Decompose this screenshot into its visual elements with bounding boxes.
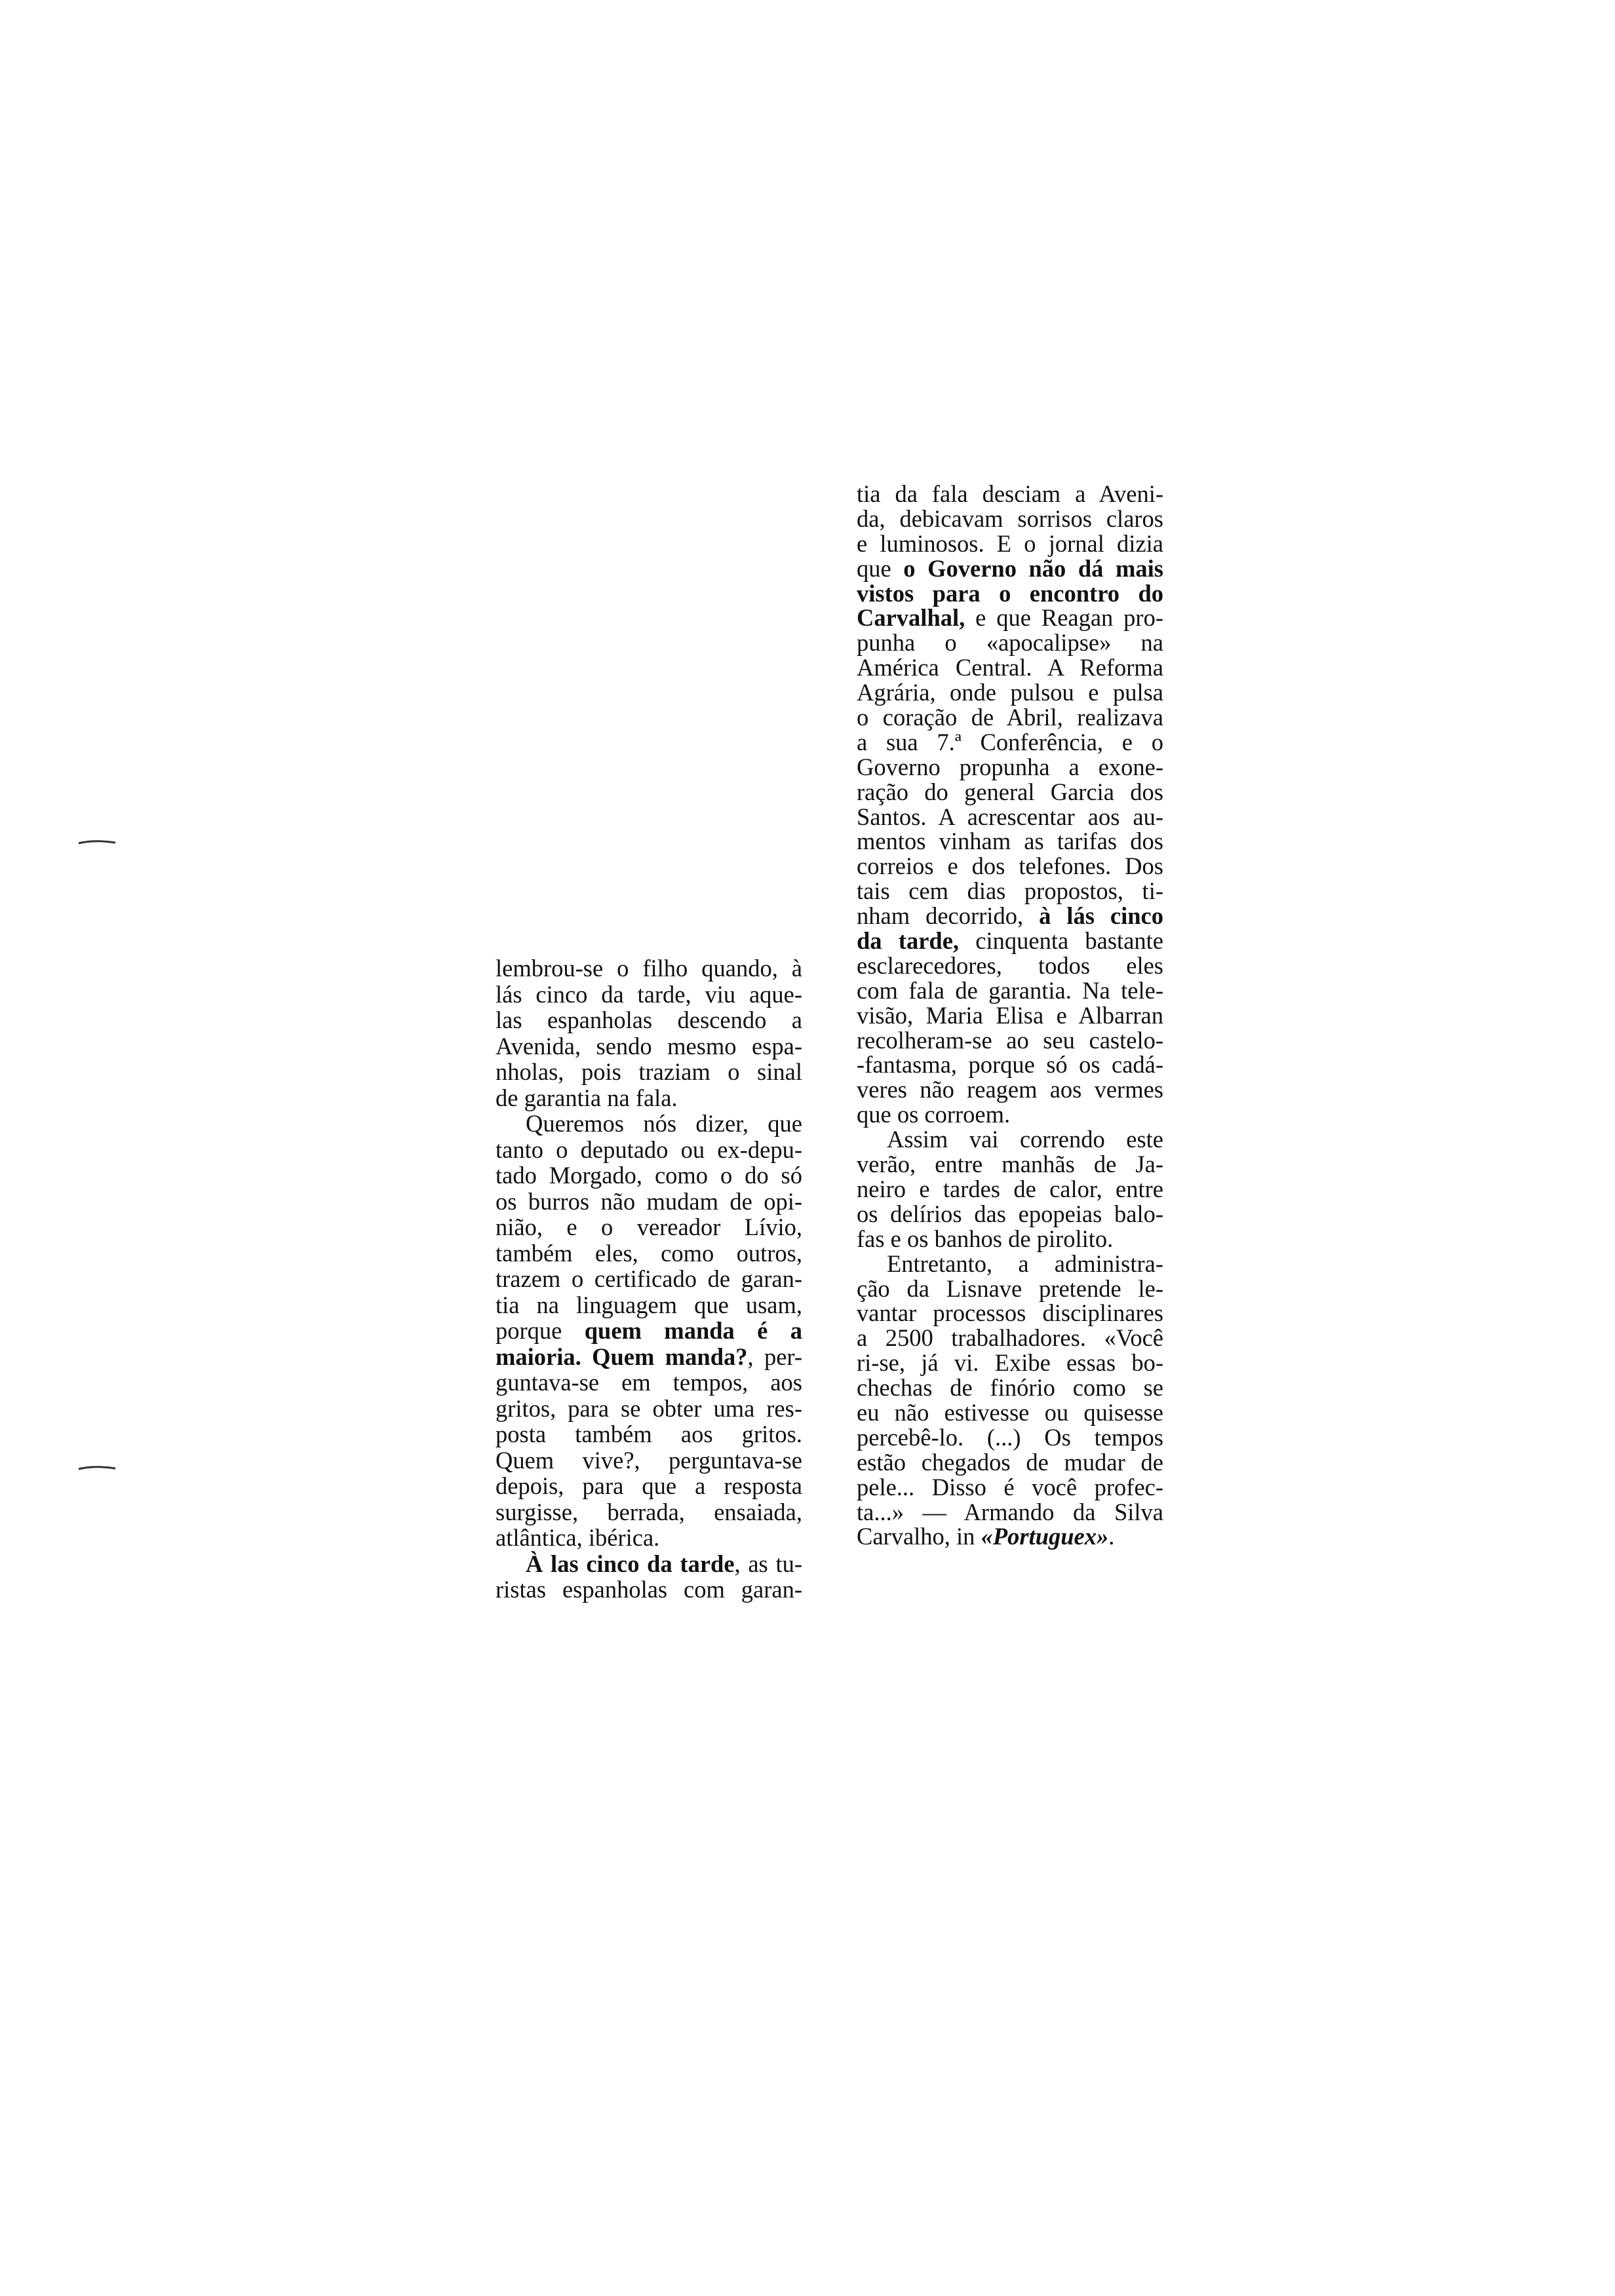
text-line bbox=[496, 1473, 802, 1499]
text-segment: nholas, pois traziam o sinal bbox=[496, 1058, 802, 1085]
bold-text: À las cinco da tarde bbox=[526, 1550, 735, 1577]
text-segment: las espanholas descendo a bbox=[496, 1006, 802, 1033]
text-line bbox=[857, 1028, 1163, 1053]
text-segment: nham decorrido, bbox=[857, 902, 1040, 930]
text-line bbox=[496, 1292, 802, 1318]
text-line bbox=[496, 1577, 802, 1603]
text-line bbox=[496, 1525, 802, 1551]
text-segment: ristas espanholas com garan- bbox=[496, 1576, 802, 1603]
text-segment: gritos, para se obter uma res- bbox=[496, 1394, 802, 1422]
text-line bbox=[496, 1421, 802, 1447]
text-segment: visão, Maria Elisa e Albarran bbox=[857, 1001, 1163, 1029]
text-column-left bbox=[496, 955, 802, 1603]
text-segment: tia da fala desciam a Aveni- bbox=[857, 480, 1163, 507]
text-segment: lembrou-se o filho quando, à bbox=[496, 955, 802, 982]
text-segment: Carvalho, in bbox=[857, 1523, 981, 1550]
text-line bbox=[857, 1475, 1163, 1500]
text-segment: tado Morgado, como o do só bbox=[496, 1162, 802, 1189]
text-segment: chechas de finório como se bbox=[857, 1374, 1163, 1402]
text-segment: eu não estivesse ou quisesse bbox=[857, 1398, 1163, 1426]
text-line bbox=[857, 928, 1163, 953]
text-line bbox=[857, 879, 1163, 904]
text-line bbox=[857, 556, 1163, 581]
text-line bbox=[857, 1326, 1163, 1350]
text-line bbox=[857, 1127, 1163, 1152]
text-line bbox=[857, 1202, 1163, 1227]
bold-text: o Governo não dá mais bbox=[903, 554, 1163, 582]
text-line bbox=[857, 1425, 1163, 1450]
text-segment: depois, para que a resposta bbox=[496, 1472, 802, 1499]
text-line bbox=[496, 982, 802, 1008]
text-segment: e luminosos. E o jornal dizia bbox=[857, 529, 1163, 557]
text-line bbox=[857, 1252, 1163, 1276]
text-segment: Santos. A acrescentar aos au- bbox=[857, 803, 1163, 830]
text-segment: verão, entre manhãs de Ja- bbox=[857, 1151, 1163, 1178]
text-segment: tanto o deputado ou ex-depu- bbox=[496, 1136, 802, 1163]
text-line bbox=[496, 1551, 802, 1577]
text-segment: recolheram-se ao seu castelo- bbox=[857, 1026, 1163, 1054]
text-segment: correios e dos telefones. Dos bbox=[857, 852, 1163, 880]
text-segment: guntava-se em tempos, aos bbox=[496, 1369, 802, 1396]
text-segment: vantar processos disciplinares bbox=[857, 1299, 1163, 1327]
text-line bbox=[496, 1369, 802, 1396]
text-segment: trazem o certificado de garan- bbox=[496, 1265, 802, 1292]
text-segment: Entretanto, a administra- bbox=[887, 1250, 1163, 1277]
bold-text: à lás cinco bbox=[1039, 902, 1163, 930]
text-segment: Quem vive?, perguntava-se bbox=[496, 1446, 802, 1474]
text-segment: os burros não mudam de opi- bbox=[496, 1187, 802, 1215]
text-line bbox=[857, 1500, 1163, 1525]
text-line bbox=[857, 1400, 1163, 1425]
text-segment: , per- bbox=[747, 1343, 802, 1370]
text-line bbox=[857, 730, 1163, 755]
text-line bbox=[496, 1214, 802, 1240]
text-line bbox=[857, 829, 1163, 854]
text-line bbox=[496, 1162, 802, 1189]
text-segment: pele... Disso é você profec- bbox=[857, 1473, 1163, 1501]
text-segment: a 2500 trabalhadores. «Você bbox=[857, 1324, 1163, 1352]
text-segment: percebê-lo. (...) Os tempos bbox=[857, 1423, 1163, 1451]
text-segment: de garantia na fala. bbox=[496, 1084, 678, 1111]
text-segment: esclarecedores, todos eles bbox=[857, 951, 1163, 979]
text-line bbox=[857, 581, 1163, 606]
text-segment: posta também aos gritos. bbox=[496, 1421, 802, 1447]
text-line bbox=[857, 1375, 1163, 1400]
text-line bbox=[857, 978, 1163, 1003]
text-line bbox=[857, 1077, 1163, 1102]
text-column-right bbox=[857, 482, 1163, 1549]
text-line bbox=[857, 1227, 1163, 1252]
text-segment: ração do general Garcia dos bbox=[857, 778, 1163, 805]
text-segment: ção da Lisnave pretende le- bbox=[857, 1274, 1163, 1302]
text-segment: atlântica, ibérica. bbox=[496, 1524, 660, 1551]
text-line bbox=[857, 1276, 1163, 1301]
text-segment: da, debicavam sorrisos claros bbox=[857, 505, 1163, 532]
text-line bbox=[857, 755, 1163, 780]
text-segment: que bbox=[857, 554, 904, 582]
text-segment: fas e os banhos de pirolito. bbox=[857, 1225, 1114, 1252]
text-line bbox=[496, 1085, 802, 1111]
bold-text: maioria. Quem manda? bbox=[496, 1343, 748, 1370]
text-line bbox=[857, 630, 1163, 655]
text-line bbox=[857, 1102, 1163, 1127]
text-line bbox=[857, 1450, 1163, 1475]
text-segment: mentos vinham as tarifas dos bbox=[857, 828, 1163, 855]
text-line bbox=[857, 904, 1163, 928]
text-segment: Governo propunha a exone- bbox=[857, 753, 1163, 780]
text-line bbox=[857, 507, 1163, 531]
text-segment: , as tu- bbox=[734, 1550, 802, 1577]
text-segment: lás cinco da tarde, viu aque- bbox=[496, 980, 802, 1008]
text-line bbox=[857, 1152, 1163, 1177]
text-segment: e que Reagan pro- bbox=[965, 604, 1163, 632]
text-line bbox=[857, 705, 1163, 730]
text-segment: porque bbox=[496, 1317, 585, 1344]
text-segment: cinquenta bastante bbox=[959, 927, 1163, 955]
text-line bbox=[496, 1499, 802, 1525]
text-segment: Agrária, onde pulsou e pulsa bbox=[857, 679, 1163, 706]
bold-text: «Portuguex» bbox=[981, 1523, 1109, 1550]
text-line bbox=[857, 680, 1163, 705]
text-segment: com fala de garantia. Na tele- bbox=[857, 976, 1163, 1004]
text-line bbox=[857, 1350, 1163, 1375]
text-line bbox=[857, 854, 1163, 879]
text-segment: veres não reagem aos vermes bbox=[857, 1076, 1163, 1103]
text-segment: neiro e tardes de calor, entre bbox=[857, 1175, 1163, 1202]
text-segment: a sua 7.ª Conferência, e o bbox=[857, 728, 1163, 756]
text-line bbox=[496, 1111, 802, 1137]
text-line bbox=[496, 1007, 802, 1033]
text-segment: Assim vai correndo este bbox=[887, 1126, 1163, 1153]
text-line bbox=[496, 1318, 802, 1344]
text-segment: que os corroem. bbox=[857, 1101, 1011, 1128]
text-segment: também eles, como outros, bbox=[496, 1239, 802, 1267]
text-line bbox=[857, 805, 1163, 830]
text-line bbox=[857, 1003, 1163, 1028]
text-segment: os delírios das epopeias balo- bbox=[857, 1200, 1163, 1227]
text-line bbox=[496, 1396, 802, 1422]
text-line bbox=[857, 605, 1163, 630]
text-segment: América Central. A Reforma bbox=[857, 654, 1163, 681]
text-segment: Queremos nós dizer, que bbox=[526, 1110, 802, 1137]
bold-text: Carvalhal, bbox=[857, 604, 965, 632]
text-segment: o coração de Abril, realizava bbox=[857, 704, 1163, 731]
text-line bbox=[857, 1052, 1163, 1077]
text-line bbox=[496, 1344, 802, 1370]
text-line bbox=[496, 1240, 802, 1267]
text-line bbox=[496, 1266, 802, 1292]
scan-mark bbox=[77, 839, 117, 843]
text-segment: estão chegados de mudar de bbox=[857, 1448, 1163, 1476]
text-segment: -fantasma, porque só os cadá- bbox=[857, 1051, 1163, 1079]
text-segment: tia na linguagem que usam, bbox=[496, 1291, 802, 1318]
text-segment: ta...» — Armando da Silva bbox=[857, 1498, 1163, 1525]
text-line bbox=[857, 531, 1163, 556]
text-line bbox=[496, 1137, 802, 1163]
text-segment: Avenida, sendo mesmo espa- bbox=[496, 1032, 802, 1060]
scan-mark bbox=[77, 1465, 117, 1469]
text-line bbox=[857, 1524, 1163, 1549]
text-line bbox=[496, 1189, 802, 1215]
text-line bbox=[857, 482, 1163, 507]
text-line bbox=[857, 1301, 1163, 1326]
text-line bbox=[857, 655, 1163, 680]
text-segment: ri-se, já vi. Exibe essas bo- bbox=[857, 1349, 1163, 1377]
text-segment: surgisse, berrada, ensaiada, bbox=[496, 1498, 802, 1525]
text-segment: . bbox=[1108, 1523, 1115, 1550]
text-line bbox=[857, 1177, 1163, 1202]
text-line bbox=[496, 1447, 802, 1474]
bold-text: quem manda é a bbox=[584, 1317, 802, 1344]
text-line bbox=[496, 1033, 802, 1060]
text-line bbox=[496, 955, 802, 982]
text-line bbox=[496, 1059, 802, 1085]
text-line bbox=[857, 953, 1163, 978]
text-segment: nião, e o vereador Lívio, bbox=[496, 1214, 802, 1240]
text-line bbox=[857, 780, 1163, 805]
text-segment: tais cem dias propostos, ti- bbox=[857, 877, 1163, 905]
text-segment: punha o «apocalipse» na bbox=[857, 629, 1163, 657]
bold-text: da tarde, bbox=[857, 927, 960, 955]
bold-text: vistos para o encontro do bbox=[857, 579, 1163, 607]
